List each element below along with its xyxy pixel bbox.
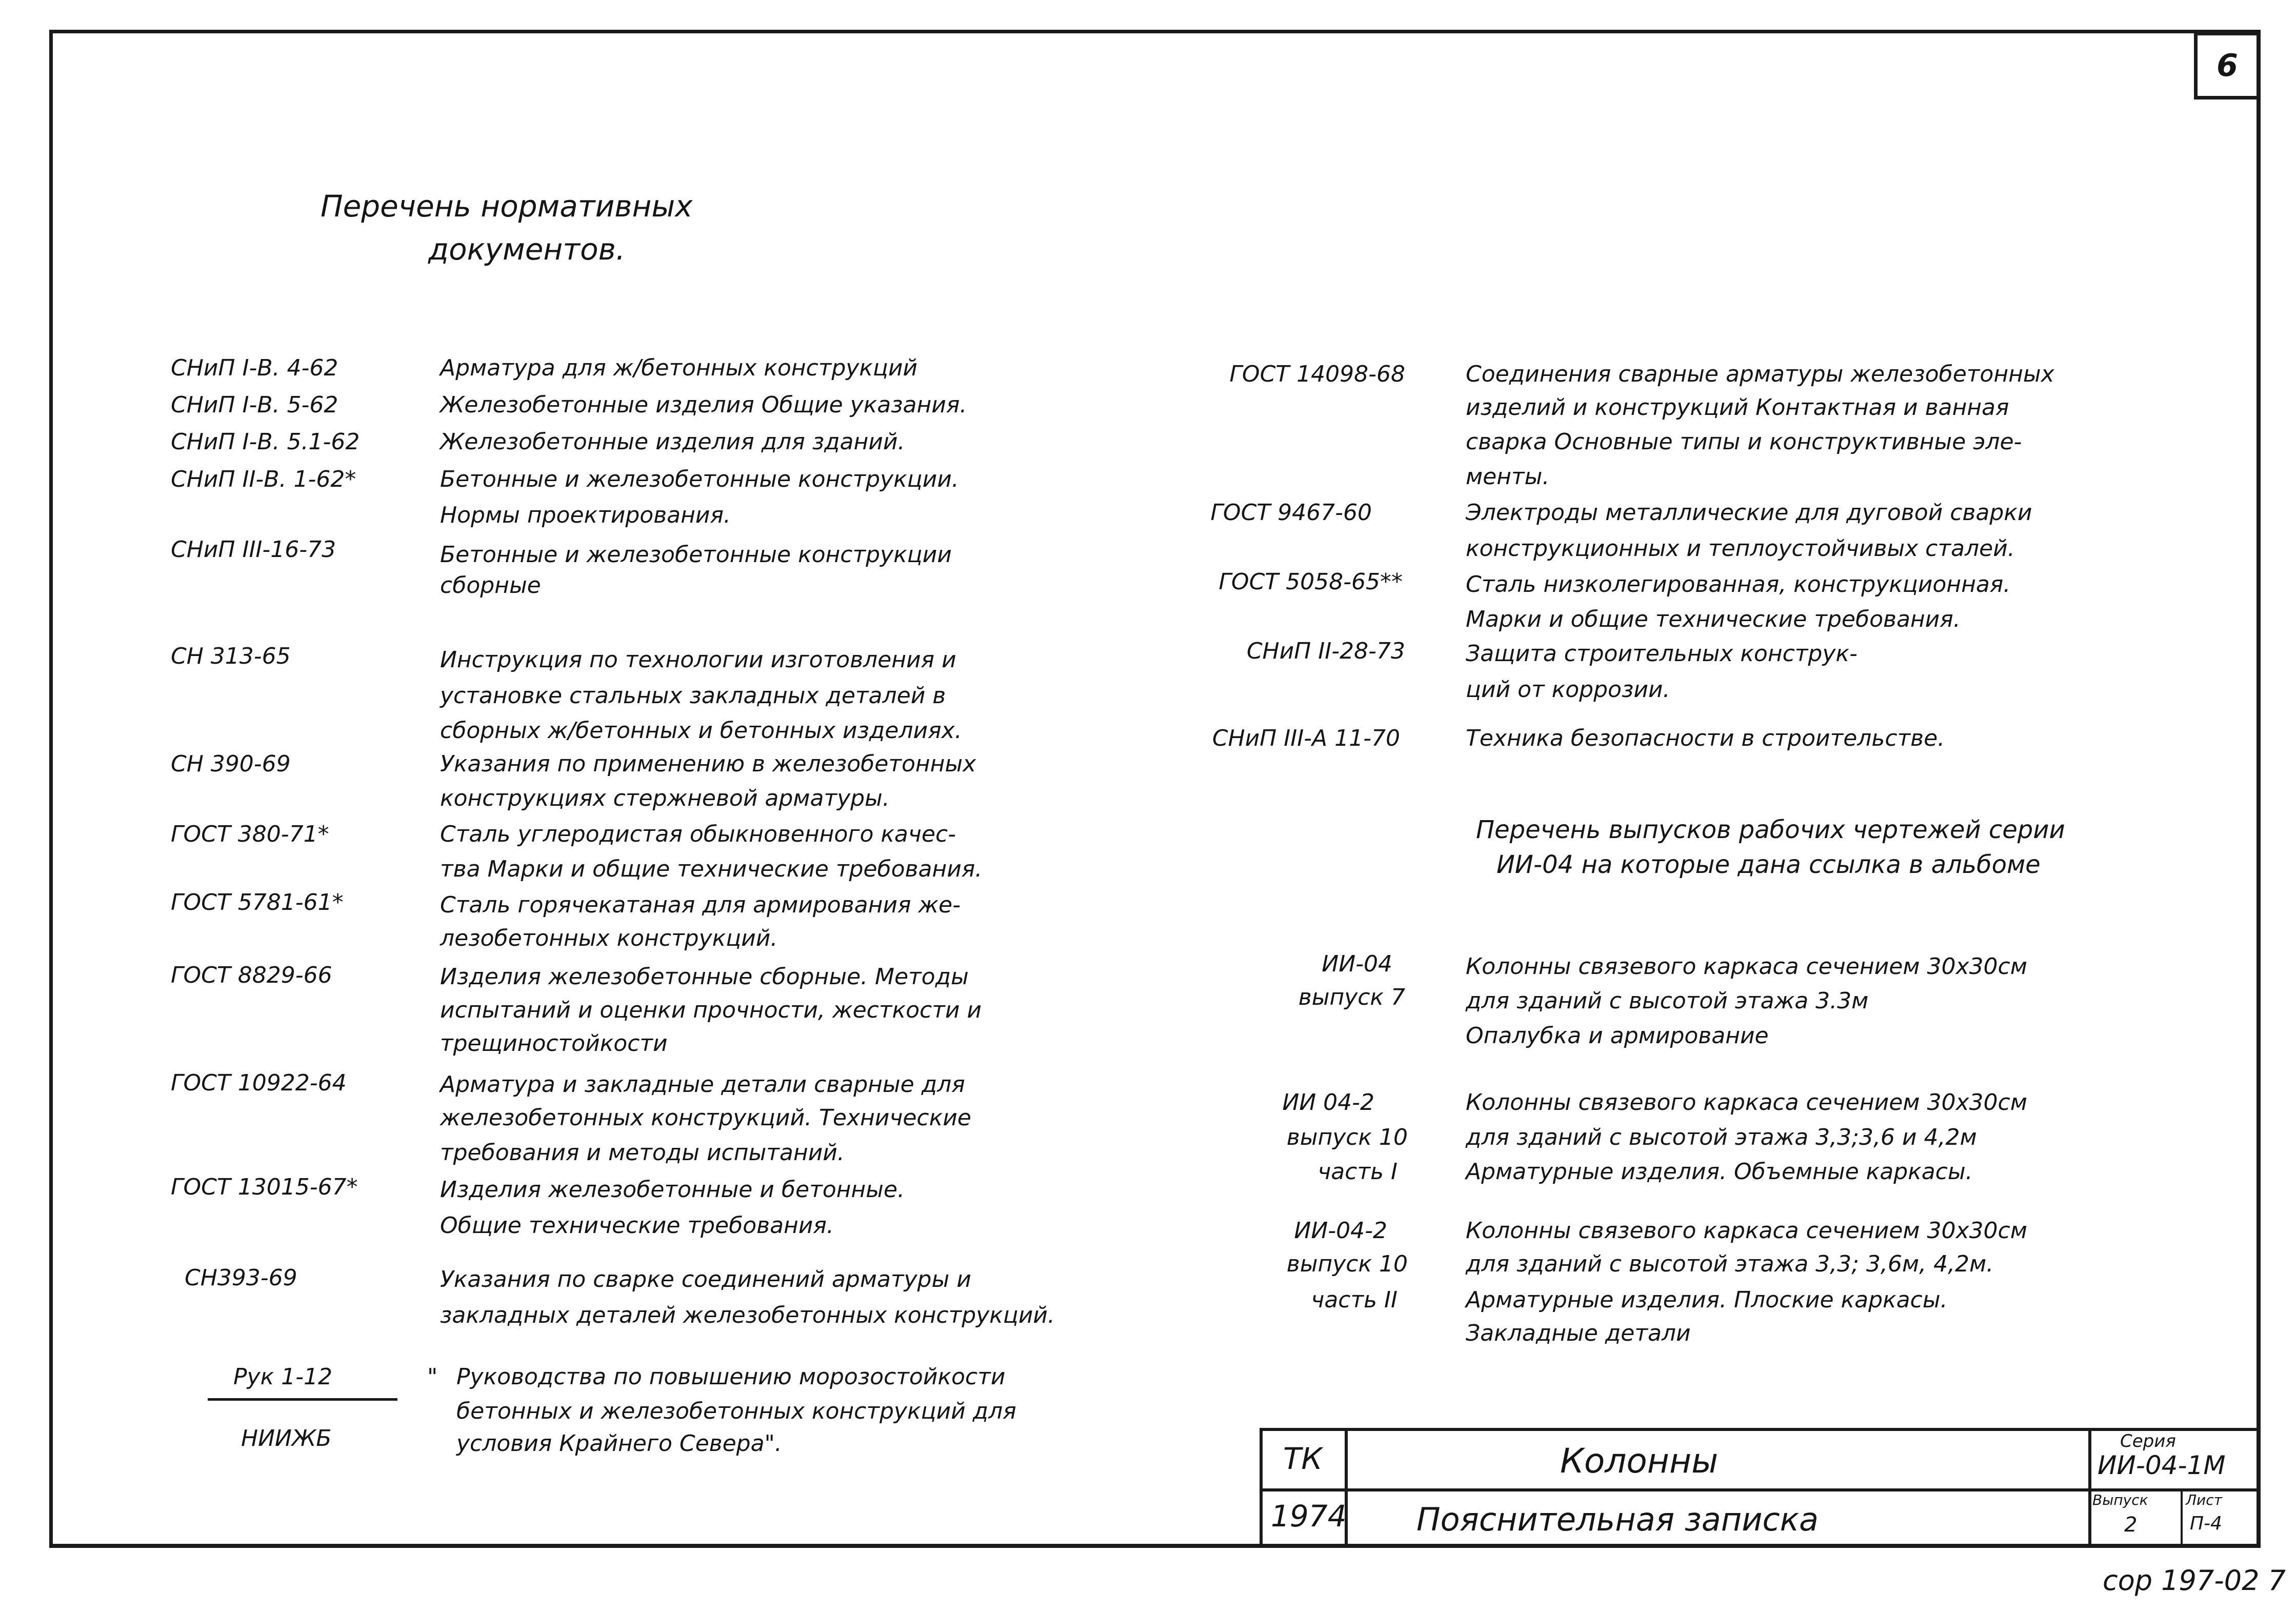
left-item-desc: условия Крайнего Севера".: [456, 1430, 782, 1457]
ruk-quote-mark: ": [427, 1364, 438, 1390]
series-code: выпуск 7: [1298, 984, 1405, 1010]
left-item-code: СН 390-69: [171, 751, 291, 777]
archive-stamp: сор 197-02 7: [2103, 1564, 2286, 1597]
left-item-desc: Арматура для ж/бетонных конструкций: [440, 355, 918, 381]
left-item-code-org: НИИЖБ: [241, 1425, 332, 1451]
sheet-number-box: [2194, 32, 2261, 100]
right-item-desc: Техника безопасности в строительстве.: [1466, 725, 1945, 751]
left-item-code: Рук 1-12: [233, 1364, 332, 1390]
heading-line-1: Перечень нормативных: [321, 189, 693, 224]
left-item-desc: Общие технические требования.: [440, 1212, 834, 1239]
left-item-code: СНиП I-В. 5.1-62: [171, 429, 360, 455]
series-value: ИИ-04-1М: [2098, 1450, 2226, 1480]
left-item-code: СНиП I-В. 4-62: [171, 355, 338, 381]
left-item-desc: Указания по применению в железобетонных: [440, 751, 976, 777]
left-item-code: СНиП III-16-73: [171, 536, 336, 563]
left-item-desc: Указания по сварке соединений арматуры и: [440, 1266, 971, 1292]
left-item-desc: Сталь углеродистая обыкновенного качес-: [440, 821, 956, 847]
left-item-code: ГОСТ 8829-66: [171, 962, 332, 988]
left-item-code: ГОСТ 5781-61*: [171, 889, 344, 916]
series-desc: Колонны связевого каркаса сечением 30х30см: [1466, 1218, 2027, 1244]
series-code: выпуск 10: [1286, 1251, 1408, 1277]
series-code: ИИ 04-2: [1282, 1089, 1374, 1116]
right-item-desc: ций от коррозии.: [1466, 677, 1670, 703]
series-heading: [1476, 812, 2065, 882]
left-item-desc: сборных ж/бетонных и бетонных изделиях.: [440, 718, 962, 744]
right-item-code: ГОСТ 14098-68: [1229, 361, 1405, 387]
right-item-code: СНиП II-28-73: [1246, 638, 1405, 664]
series-desc: Арматурные изделия. Плоские каркасы.: [1466, 1287, 1948, 1313]
title-block-divider: [2181, 1488, 2183, 1548]
left-item-desc: Бетонные и железобетонные конструкции: [440, 542, 952, 568]
title-block-subtitle: Пояснительная записка: [1416, 1501, 1819, 1538]
left-item-code: СН393-69: [185, 1265, 297, 1291]
left-item-desc: закладных деталей железобетонных конструкций.: [440, 1302, 1055, 1328]
right-item-desc: сварка Основные типы и конструктивные эле-: [1466, 429, 2022, 455]
left-item-desc: Руководства по повышению морозостойкости: [456, 1364, 1006, 1390]
series-label: Серия: [2120, 1431, 2176, 1451]
left-item-desc: Сталь горячекатаная для армирования же-: [440, 892, 961, 918]
right-item-code: СНиП III-А 11-70: [1212, 725, 1400, 751]
title-block-year: 1974: [1271, 1499, 1347, 1534]
left-item-desc: Нормы проектирования.: [440, 502, 731, 528]
left-item-code: СНиП I-В. 5-62: [171, 392, 338, 418]
left-item-desc: испытаний и оценки прочности, жесткости и: [440, 997, 982, 1023]
right-item-desc: конструкционных и теплоустойчивых сталей.: [1466, 535, 2015, 562]
series-code: ИИ-04: [1322, 951, 1392, 977]
left-item-desc: Инструкция по технологии изготовления и: [440, 647, 956, 673]
left-item-desc: бетонных и железобетонных конструкций для: [456, 1398, 1016, 1424]
left-item-desc: сборные: [440, 572, 541, 599]
title-block: [1260, 1428, 2257, 1548]
title-block-org: ТК: [1283, 1441, 1323, 1476]
right-item-desc: Электроды металлические для дуговой сварки: [1466, 500, 2032, 526]
left-item-desc: Изделия железобетонные и бетонные.: [440, 1177, 905, 1203]
series-code: часть I: [1317, 1159, 1397, 1185]
right-item-code: ГОСТ 5058-65**: [1219, 569, 1403, 595]
series-desc: Арматурные изделия. Объемные каркасы.: [1466, 1159, 1973, 1185]
right-item-desc: Марки и общие технические требования.: [1466, 606, 1961, 632]
issue-value: 2: [2124, 1513, 2138, 1537]
sheet-number: 6: [2217, 48, 2238, 84]
left-item-desc: железобетонных конструкций. Технические: [440, 1105, 971, 1131]
right-item-desc: Соединения сварные арматуры железобетонных: [1466, 361, 2054, 387]
right-item-desc: менты.: [1466, 464, 1550, 490]
left-item-desc: Железобетонные изделия Общие указания.: [440, 392, 967, 418]
sheet-value: П-4: [2190, 1513, 2222, 1534]
left-item-desc: лезобетонных конструкций.: [440, 925, 778, 951]
sheet-label: Лист: [2186, 1491, 2222, 1508]
left-item-desc: Арматура и закладные детали сварные для: [440, 1071, 965, 1098]
right-item-desc: изделий и конструкций Контактная и ванная: [1466, 394, 2009, 421]
left-item-code: СНиП II-В. 1-62*: [171, 466, 356, 492]
code-divider-line: [208, 1398, 397, 1401]
series-desc: для зданий с высотой этажа 3.3м: [1466, 988, 1869, 1014]
left-item-code: СН 313-65: [171, 643, 291, 669]
left-item-code: ГОСТ 380-71*: [171, 821, 329, 847]
right-item-desc: Сталь низколегированная, конструкционная.: [1466, 571, 2011, 598]
heading-line-2: документов.: [428, 232, 626, 267]
series-code: выпуск 10: [1286, 1124, 1408, 1150]
left-item-desc: Бетонные и железобетонные конструкции.: [440, 466, 959, 492]
title-block-title: Колонны: [1560, 1441, 1719, 1481]
series-heading-line-1: Перечень выпусков рабочих чертежей серии: [1476, 816, 2065, 844]
series-desc: Колонны связевого каркаса сечением 30х30см: [1466, 1089, 2027, 1116]
series-desc: Опалубка и армирование: [1466, 1023, 1769, 1049]
series-code: часть II: [1311, 1287, 1397, 1313]
left-item-desc: установке стальных закладных деталей в: [440, 683, 946, 709]
left-item-desc: тва Марки и общие технические требования.: [440, 856, 983, 882]
left-item-desc: конструкциях стержневой арматуры.: [440, 785, 890, 811]
series-code: ИИ-04-2: [1294, 1218, 1387, 1244]
right-item-code: ГОСТ 9467-60: [1210, 500, 1372, 526]
left-item-code: ГОСТ 13015-67*: [171, 1174, 358, 1200]
list-heading: [321, 185, 693, 271]
issue-label: Выпуск: [2092, 1491, 2148, 1508]
series-heading-line-2: ИИ-04 на которые дана ссылка в альбоме: [1496, 850, 2041, 879]
left-item-code: ГОСТ 10922-64: [171, 1070, 347, 1096]
series-desc: Закладные детали: [1466, 1320, 1691, 1346]
left-item-desc: Железобетонные изделия для зданий.: [440, 429, 905, 455]
left-item-desc: трещиностойкости: [440, 1030, 668, 1057]
right-item-desc: Защита строительных конструк-: [1466, 641, 1858, 667]
series-desc: для зданий с высотой этажа 3,3; 3,6м, 4,2м.: [1466, 1251, 1994, 1277]
left-item-desc: требования и методы испытаний.: [440, 1140, 845, 1166]
series-desc: для зданий с высотой этажа 3,3;3,6 и 4,2м: [1466, 1124, 1977, 1150]
left-item-desc: Изделия железобетонные сборные. Методы: [440, 964, 969, 990]
series-desc: Колонны связевого каркаса сечением 30х30см: [1466, 953, 2027, 980]
